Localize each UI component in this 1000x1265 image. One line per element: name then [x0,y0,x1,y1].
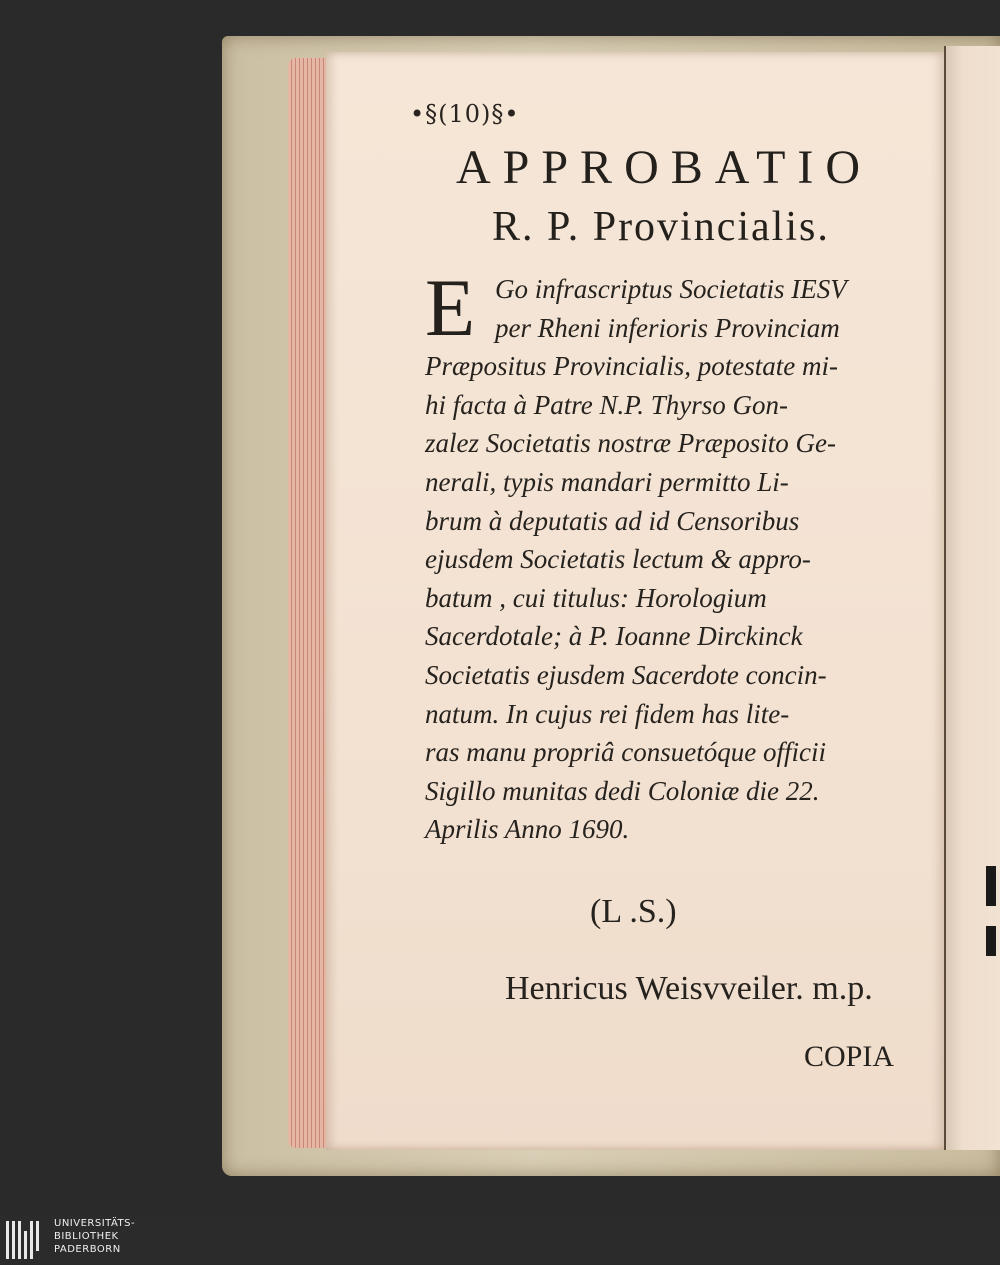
logo-line: BIBLIOTHEK [54,1231,119,1242]
text-line: ras manu propriâ consuetóque officii [425,737,826,768]
text-line: Sacerdotale; à P. Ioanne Dirckinck [425,621,803,652]
page-title: APPROBATIO [456,141,873,194]
catchword: COPIA [804,1040,895,1073]
signature: Henricus Weisvveiler. m.p. [505,970,873,1007]
text-line: Societatis ejusdem Sacerdote concin- [425,659,827,690]
text-line: Aprilis Anno 1690. [425,814,630,845]
facing-page-ink-mark [986,926,996,956]
approbation-text [425,262,935,849]
text-line: ejusdem Societatis lectum & appro- [425,544,811,575]
drop-capital: E [425,262,476,353]
logo-line: PADERBORN [54,1244,121,1255]
page-subtitle: R. P. Provincialis. [492,204,830,250]
text-line: Sigillo munitas dedi Coloniæ die 22. [425,775,820,806]
seal-mark: (L .S.) [590,893,677,930]
library-footer [0,1215,1000,1265]
page-number: •§(10)§• [410,100,520,128]
facing-page-edge [944,46,1000,1150]
text-line: nerali, typis mandari permitto Li- [425,466,789,497]
facing-page-ink-mark [986,866,996,906]
text-line: hi facta à Patre N.P. Thyrso Gon- [425,389,788,420]
text-line: zalez Societatis nostræ Præposito Ge- [425,428,836,459]
text-line: Go infrascriptus Societatis IESV [495,274,847,304]
logo-line: UNIVERSITÄTS- [54,1218,136,1229]
library-logo-text [54,1217,135,1256]
text-line: per Rheni inferioris Provinciam [495,312,840,343]
text-line: Præpositus Provincialis, potestate mi- [425,351,838,382]
library-logo-icon [4,1219,46,1261]
text-line: batum , cui titulus: Horologium [425,582,767,613]
text-line: natum. In cujus rei fidem has lite- [425,698,790,729]
text-line: brum à deputatis ad id Censoribus [425,505,800,536]
